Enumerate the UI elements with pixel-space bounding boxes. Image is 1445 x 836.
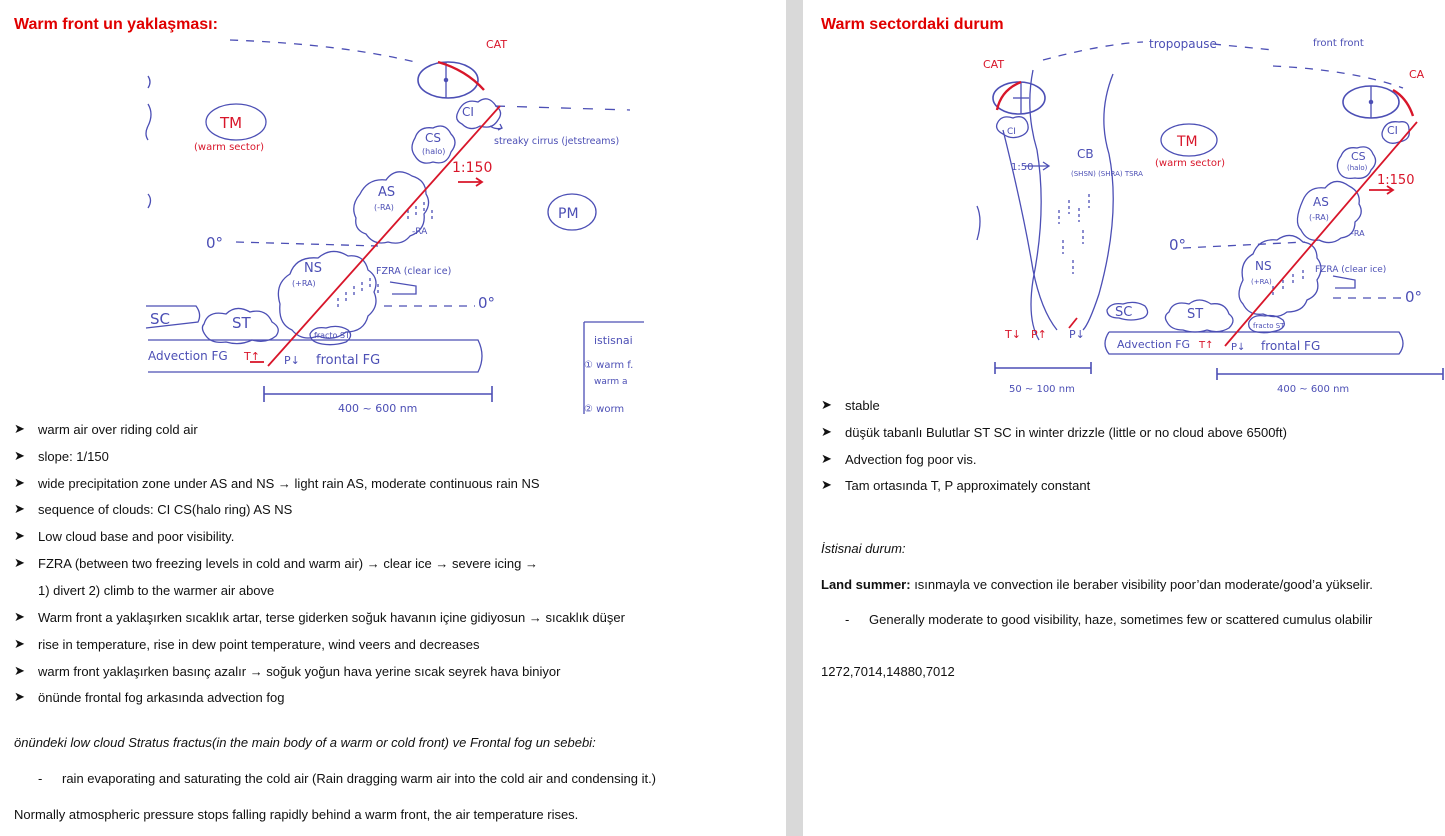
st-label: ST [232,314,251,332]
frontal-fog-label-right: frontal FG [1261,339,1321,353]
list-item: ➤ sequence of clouds: CI CS(halo ring) AS NS [14,501,293,518]
bullet-arrow-icon: ➤ [821,423,832,439]
as-label-right: AS [1313,195,1329,209]
bullet-arrow-icon: ➤ [821,477,832,493]
istisnai-side-item-1: ① warm f. [584,360,634,371]
land-summer-label: Land summer: [821,577,911,592]
minus-ra-label-right: -RA [1351,229,1365,238]
fracto-st-label-right: fracto ST [1253,322,1285,330]
bullet-continuation: 1) divert 2) climb to the warmer air above [38,583,275,598]
p-up-label: P↑ [1031,328,1047,341]
tm-sub-label-right: (warm sector) [1155,158,1225,169]
list-item: ➤ rise in temperature, rise in dew point temperature, wind veers and decreases [14,635,480,652]
right-bullet-list [821,398,1287,505]
t-up-label: T↑ [244,350,260,363]
tropopause-label: tropopause [1149,37,1217,51]
ns-label-right: NS [1255,259,1272,273]
bullet-arrow-icon: ➤ [14,501,25,517]
cs-sub-label-right: (halo) [1347,164,1368,172]
warm-sector-sketch [973,30,1445,400]
ca-label: CA [1409,68,1425,81]
t-down-label: T↓ [1005,328,1021,341]
slope-label-right: 1:150 [1377,173,1415,188]
advection-fog-label-right: Advection FG [1117,338,1191,351]
ratio-left-label: 1:50 [1011,162,1034,173]
italic-note: önündeki low cloud Stratus fractus(in the main body of a warm or cold front) ve Frontal fog un sebebi: [14,735,596,750]
sc-label: SC [150,310,170,328]
list-item: ➤ Warm front a yaklaşırken sıcaklık artar, terse giderken soğuk havanın içine gidiyosun → sıcaklık düşer [14,609,625,625]
bullet-arrow-icon: ➤ [821,450,832,466]
bullet-arrow-icon: ➤ [14,474,25,490]
tm-label: TM [220,114,243,132]
tm-sub-label: (warm sector) [194,142,264,153]
list-item: ➤ warm air over riding cold air [14,421,198,437]
p-down-left-label: P↓ [1069,328,1085,341]
cb-sub-label: (SHSN) (SHRA) TSRA [1071,170,1143,178]
list-item: ➤ düşük tabanlı Bulutlar ST SC in winter drizzle (little or no cloud above 6500ft) [821,423,1287,440]
advection-fog-label: Advection FG [148,349,228,363]
front-label: front front [1313,38,1364,49]
tm-label-right: TM [1177,134,1198,150]
right-page-heading: Warm sectordaki durum [821,16,1004,33]
list-item: ➤ Tam ortasında T, P approximately constant [821,477,1091,494]
zero-degree-right-right: 0° [1405,288,1423,306]
as-sub-label: (-RA) [374,203,394,212]
zero-degree-left: 0° [206,234,224,252]
list-item: ➤ Advection fog poor vis. [821,450,977,467]
ci-label: CI [462,105,474,119]
bullet-arrow-icon: ➤ [821,397,832,412]
distance-label: 400 ~ 600 nm [338,402,418,415]
as-label: AS [378,185,396,200]
bullet-arrow-icon: ➤ [14,689,25,705]
left-page-heading: Warm front un yaklaşması: [14,16,218,33]
fracto-st-label: fracto ST [314,331,350,340]
zero-degree-left-right: 0° [1169,236,1187,254]
list-item: ➤ warm front yaklaşırken basınç azalır → soğuk yoğun hava yerine sıcak seyrek hava biniyor [14,662,561,679]
fzra-label-right: FZRA (clear ice) [1315,265,1387,275]
dash-list-item-right: - Generally moderate to good visibility, haze, sometimes few or scattered cumulus olabilir [845,612,1373,627]
cs-label-right: CS [1351,150,1366,163]
ci-label-right: CI [1387,124,1398,137]
istisnai-side-title: istisnai [594,334,633,347]
p-down-label: P↓ [284,354,300,367]
list-item: ➤ stable [821,397,880,413]
bullet-arrow-icon: ➤ [14,421,25,436]
t-up-label-right: T↑ [1199,340,1214,351]
cat-label: CAT [486,38,508,51]
bullet-arrow-icon: ➤ [14,609,25,624]
right-document-page [803,0,1445,836]
cb-label: CB [1077,147,1094,161]
istisnai-side-item-1b: warm a [594,377,628,387]
minus-ra-label: -RA [412,227,428,237]
istisnai-side-item-2: ② worm [584,404,625,415]
sc-label-right: SC [1115,305,1133,320]
distance-right-label: 400 ~ 600 nm [1277,384,1350,395]
as-sub-label-right: (-RA) [1309,213,1329,222]
left-bullet-list [14,422,540,583]
list-item: ➤ slope: 1/150 [14,447,109,464]
bullet-arrow-icon: ➤ [14,554,25,570]
bullet-arrow-icon: ➤ [14,635,25,651]
ns-sub-label: (+RA) [292,279,316,288]
numbers-line: 1272,7014,14880,7012 [821,664,955,679]
land-summer-text: ısınmayla ve convection ile beraber visibility poor’dan moderate/good’a yükselir. [910,577,1373,592]
cs-label: CS [425,131,441,145]
list-item: ➤ önünde frontal fog arkasında advection fog [14,689,285,706]
bullet-arrow-icon: ➤ [14,447,25,463]
list-item: ➤ wide precipitation zone under AS and NS → light rain AS, moderate continuous rain NS [14,474,540,491]
zero-degree-right: 0° [478,294,496,312]
bullet-arrow-icon: ➤ [14,528,25,544]
list-item: ➤ Low cloud base and poor visibility. [14,528,235,545]
ns-label: NS [304,261,322,276]
frontal-fog-label: frontal FG [316,353,381,368]
cs-sub-label: (halo) [422,147,446,156]
cat-label-right-sketch: CAT [983,58,1005,71]
page-gutter [786,0,803,836]
ci-left-label: CI [1007,127,1016,137]
slope-label: 1:150 [452,160,493,176]
ns-sub-label-right: (+RA) [1251,278,1272,286]
p-down-label-right: P↓ [1231,342,1246,353]
pm-label: PM [558,206,579,222]
streaky-cirrus-label: streaky cirrus (jetstreams) [494,136,620,147]
istisnai-heading: İstisnai durum: [821,541,906,556]
list-item: ➤ FZRA (between two freezing levels in cold and warm air) → clear ice → severe icing → [14,554,538,571]
fzra-label: FZRA (clear ice) [376,266,452,277]
bullet-arrow-icon: ➤ [14,662,25,678]
closing-paragraph: Normally atmospheric pressure stops falling rapidly behind a warm front, the air temperature rises. [14,807,579,822]
dash-list-item: - rain evaporating and saturating the cold air (Rain dragging warm air into the cold air and condensing it.) [38,771,657,786]
left-bullet-list-2 [14,610,625,717]
distance-left-label: 50 ~ 100 nm [1009,384,1075,395]
warm-front-approach-sketch [140,34,650,419]
st-label-right: ST [1187,307,1204,322]
land-summer-line [821,577,1373,592]
